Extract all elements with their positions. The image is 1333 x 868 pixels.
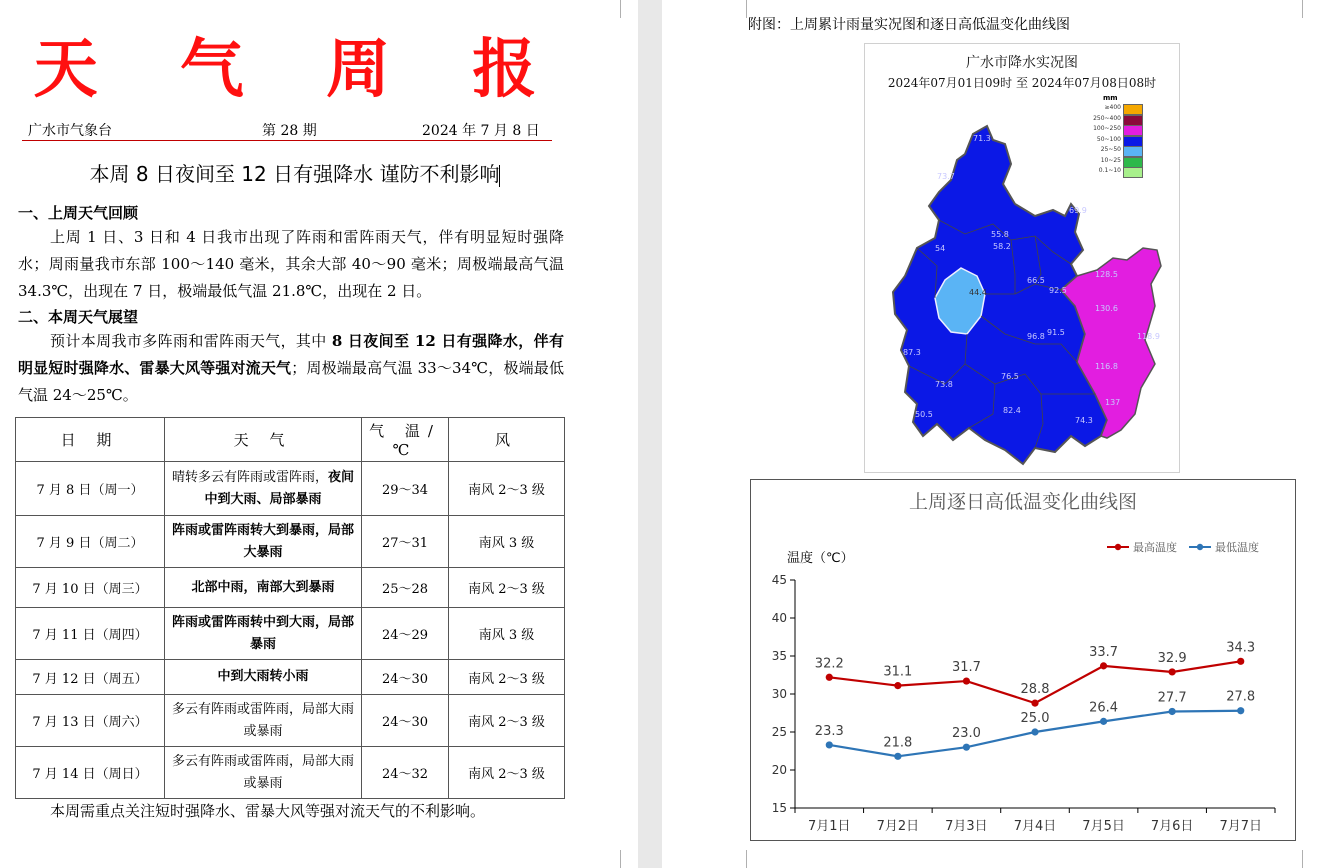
map-legend-swatch — [1123, 125, 1143, 136]
chart-legend-label: 最低温度 — [1215, 541, 1259, 554]
row-date: 7 月 12 日（周五） — [16, 660, 165, 695]
col-header-wind: 风 — [449, 418, 565, 462]
map-station-value: 58.2 — [993, 242, 1011, 251]
chart-data-point — [894, 682, 901, 689]
row-wind: 南风 2～3 级 — [449, 747, 565, 799]
row-temp: 29～34 — [362, 462, 449, 516]
chart-data-point — [826, 741, 833, 748]
map-legend-swatch — [1123, 104, 1143, 115]
map-station-value: 73.8 — [935, 380, 953, 389]
map-legend-label: 25~50 — [1100, 146, 1121, 153]
table-row — [16, 747, 565, 799]
chart-data-label: 31.7 — [951, 660, 981, 676]
row-weather: 阵雨或雷阵雨转大到暴雨，局部大暴雨 — [165, 516, 362, 568]
chart-x-tick-label: 7月1日 — [808, 819, 851, 834]
row-temp: 24～32 — [362, 747, 449, 799]
temperature-chart-svg — [751, 480, 1295, 840]
map-legend-label: 50~100 — [1096, 135, 1121, 143]
table-row — [16, 660, 565, 695]
issue-number: 第 28 期 — [262, 123, 317, 139]
text-cursor — [499, 165, 500, 187]
col-header-temp: 气 温/℃ — [362, 418, 449, 462]
chart-data-label: 26.4 — [1089, 700, 1119, 716]
row-date: 7 月 8 日（周一） — [16, 462, 165, 516]
chart-data-point — [826, 674, 833, 681]
map-station-value: 73.7 — [937, 172, 955, 181]
row-date: 7 月 9 日（周二） — [16, 516, 165, 568]
chart-x-tick-label: 7月5日 — [1082, 819, 1125, 834]
map-station-value: 76.5 — [1001, 372, 1019, 381]
map-legend-swatch — [1123, 146, 1143, 157]
map-legend-label: 10~25 — [1100, 156, 1121, 164]
page-corner-mark — [1302, 0, 1321, 18]
map-subtitle: 2024年07月01日09时 至 2024年07月08日08时 — [887, 76, 1157, 90]
table-row — [16, 695, 565, 747]
temperature-chart — [750, 479, 1296, 841]
chart-data-point — [1031, 728, 1038, 735]
chart-data-label: 25.0 — [1020, 711, 1050, 726]
map-station-value: 69.9 — [1069, 206, 1087, 215]
row-wind: 南风 2～3 级 — [449, 695, 565, 747]
row-wind: 南风 3 级 — [449, 516, 565, 568]
chart-data-point — [963, 744, 970, 751]
page-corner-mark — [1302, 850, 1321, 868]
chart-y-tick-label: 35 — [771, 649, 787, 663]
table-header-row — [16, 418, 565, 462]
chart-y-tick-label: 15 — [771, 801, 787, 815]
chart-y-tick-label: 20 — [771, 763, 787, 777]
table-row — [16, 608, 565, 660]
row-wind: 南风 2～3 级 — [449, 660, 565, 695]
right-document-page — [662, 0, 1333, 868]
chart-title: 上周逐日高低温变化曲线图 — [908, 491, 1138, 513]
row-date: 7 月 14 日（周日） — [16, 747, 165, 799]
chart-data-point — [1237, 707, 1244, 714]
chart-x-tick-label: 7月7日 — [1219, 819, 1262, 834]
chart-data-label: 23.3 — [814, 723, 844, 739]
map-legend-item — [1075, 104, 1175, 114]
chart-y-tick-label: 25 — [771, 725, 787, 739]
map-station-value: 91.5 — [1047, 328, 1065, 337]
page-corner-mark — [620, 850, 638, 868]
map-station-value: 130.6 — [1095, 304, 1118, 313]
page-corner-mark — [728, 0, 747, 18]
row-weather: 中到大雨转小雨 — [165, 660, 362, 695]
chart-marks — [815, 640, 1255, 760]
chart-data-label: 32.2 — [814, 656, 844, 672]
chart-data-label: 23.0 — [951, 726, 981, 742]
row-temp: 24～29 — [362, 608, 449, 660]
map-legend-item — [1075, 115, 1175, 125]
headline[interactable]: 本周 8 日夜间至 12 日有强降水 谨防不利影响 — [89, 162, 500, 186]
map-station-value: 71.3 — [973, 134, 991, 143]
col-header-weather: 天 气 — [165, 418, 362, 462]
left-document-page — [0, 0, 638, 868]
chart-x-tick-label: 7月2日 — [876, 819, 920, 834]
section-heading-review: 一、上周天气回顾 — [18, 204, 139, 222]
chart-x-tick-label: 7月4日 — [1013, 819, 1057, 834]
chart-y-tick-label: 45 — [771, 573, 787, 587]
review-paragraph: 上周 1 日、3 日和 4 日我市出现了阵雨和雷阵雨天气，伴有明显短时强降水；周雨量我市东部 100～140 毫米，其余大部 40～90 毫米；周极端最高气温 34.3℃，出现在 7 日，极端最低气温 21.8℃，出现在 2 日。 — [18, 228, 564, 300]
map-legend-swatch — [1123, 136, 1143, 147]
row-date: 7 月 11 日（周四） — [16, 608, 165, 660]
chart-data-label: 28.8 — [1020, 682, 1050, 698]
table-row — [16, 516, 565, 568]
map-station-value: 96.8 — [1027, 332, 1045, 341]
chart-legend-marker — [1197, 544, 1203, 550]
map-legend-item — [1075, 167, 1175, 177]
map-station-value: 74.3 — [1075, 416, 1093, 425]
map-legend-item — [1075, 157, 1175, 167]
chart-legend-marker — [1115, 544, 1121, 550]
row-wind: 南风 2～3 级 — [449, 568, 565, 608]
row-wind: 南风 3 级 — [449, 608, 565, 660]
row-wind: 南风 2～3 级 — [449, 462, 565, 516]
map-legend-label: 100~250 — [1093, 125, 1121, 132]
row-temp: 27～31 — [362, 516, 449, 568]
map-legend-swatch — [1123, 157, 1143, 168]
chart-y-axis-label: 温度（℃） — [787, 551, 854, 566]
map-station-value: 54 — [935, 244, 946, 253]
figure-caption: 附图：上周累计雨量实况图和逐日高低温变化曲线图 — [748, 17, 1070, 33]
issue-date: 2024 年 7 月 8 日 — [422, 123, 540, 139]
chart-data-point — [894, 753, 901, 760]
masthead-divider — [22, 140, 552, 141]
map-legend-label: ≥400 — [1104, 104, 1121, 111]
map-station-value: 116.8 — [1095, 362, 1118, 371]
chart-data-point — [963, 677, 970, 684]
row-date: 7 月 13 日（周六） — [16, 695, 165, 747]
map-station-value: 44.4 — [969, 288, 987, 297]
map-station-value: 66.5 — [1027, 276, 1045, 285]
map-legend-label: 0.1~10 — [1098, 167, 1121, 174]
table-row — [16, 462, 565, 516]
chart-x-tick-label: 7月6日 — [1150, 819, 1194, 834]
map-station-value: 128.5 — [1095, 270, 1118, 279]
report-title: 天 气 周 报 — [33, 33, 567, 107]
table-row — [16, 568, 565, 608]
outlook-paragraph: 预计本周我市多阵雨和雷阵雨天气，其中 8 日夜间至 12 日有强降水，伴有明显短时强降水、雷暴大风等强对流天气；周极端最高气温 33～34℃，极端最低气温 24～25℃。 — [18, 332, 564, 404]
map-station-value: 82.4 — [1003, 406, 1021, 415]
page-corner-mark — [620, 0, 638, 18]
map-station-value: 55.8 — [991, 230, 1009, 239]
map-station-value: 118.9 — [1137, 332, 1160, 341]
chart-data-point — [1237, 658, 1244, 665]
row-temp: 24～30 — [362, 660, 449, 695]
chart-data-label: 27.7 — [1157, 690, 1187, 706]
chart-y-tick-label: 30 — [771, 687, 787, 701]
map-station-value: 87.3 — [903, 348, 921, 357]
closing-note: 本周需重点关注短时强降水、雷暴大风等强对流天气的不利影响。 — [50, 802, 486, 820]
chart-legend — [1107, 540, 1259, 554]
row-weather: 多云有阵雨或雷阵雨，局部大雨或暴雨 — [165, 695, 362, 747]
legend-unit: mm — [1103, 94, 1118, 102]
row-weather: 北部中雨，南部大到暴雨 — [165, 568, 362, 608]
chart-data-point — [1100, 718, 1107, 725]
chart-data-label: 21.8 — [883, 735, 913, 751]
map-legend-label: 250~400 — [1093, 114, 1121, 122]
row-temp: 25～28 — [362, 568, 449, 608]
map-legend-item — [1075, 146, 1175, 156]
chart-data-point — [1100, 662, 1107, 669]
chart-data-label: 32.9 — [1157, 650, 1187, 666]
rainfall-map — [864, 43, 1180, 473]
col-header-date: 日 期 — [16, 418, 165, 462]
row-weather: 多云有阵雨或雷阵雨，局部大雨或暴雨 — [165, 747, 362, 799]
map-legend-swatch — [1123, 167, 1143, 178]
issuing-org: 广水市气象台 — [28, 123, 112, 139]
row-weather: 阵雨或雷阵雨转中到大雨，局部暴雨 — [165, 608, 362, 660]
section-heading-outlook: 二、本周天气展望 — [18, 308, 139, 326]
chart-data-label: 27.8 — [1226, 689, 1256, 705]
map-station-value: 92.5 — [1049, 286, 1067, 295]
chart-data-point — [1169, 668, 1176, 675]
map-station-value: 137 — [1105, 398, 1121, 407]
chart-data-point — [1031, 700, 1038, 707]
chart-data-label: 31.1 — [883, 664, 913, 680]
row-temp: 24～30 — [362, 695, 449, 747]
chart-data-label: 34.3 — [1226, 640, 1256, 656]
chart-data-point — [1169, 708, 1176, 715]
chart-legend-label: 最高温度 — [1133, 541, 1177, 554]
map-legend-item — [1075, 125, 1175, 135]
map-station-value: 50.5 — [915, 410, 933, 419]
chart-data-label: 33.7 — [1089, 644, 1119, 660]
row-date: 7 月 10 日（周三） — [16, 568, 165, 608]
map-legend-swatch — [1123, 115, 1143, 126]
chart-axes — [772, 573, 1275, 834]
row-weather: 晴转多云有阵雨或雷阵雨，夜间中到大雨、局部暴雨 — [165, 462, 362, 516]
map-legend-item — [1075, 136, 1175, 146]
forecast-table — [15, 417, 565, 799]
map-title: 广水市降水实况图 — [966, 55, 1078, 71]
chart-y-tick-label: 40 — [771, 611, 787, 625]
page-corner-mark — [728, 850, 747, 868]
chart-x-tick-label: 7月3日 — [945, 819, 988, 834]
